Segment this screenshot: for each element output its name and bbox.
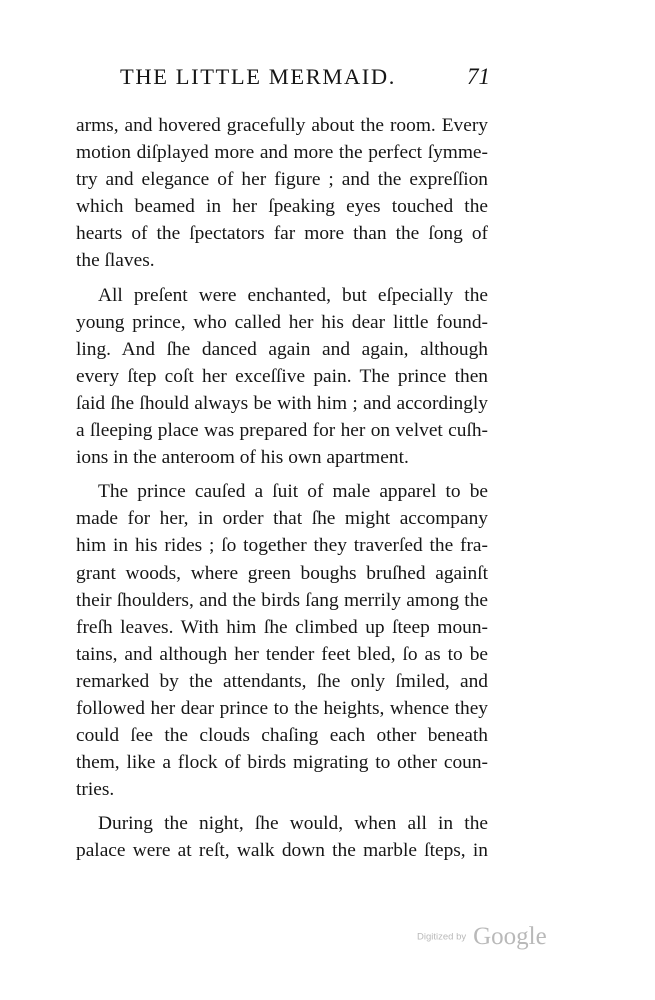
paragraph bbox=[76, 112, 488, 275]
body-text bbox=[76, 112, 488, 865]
text-line: their ſhoulders, and the birds ſang merrily among the bbox=[76, 589, 488, 611]
text-line: tries. bbox=[76, 779, 115, 801]
text-line: The prince cauſed a ſuit of male apparel to be bbox=[98, 481, 488, 503]
text-line: try and elegance of her figure ; and the expreſſion bbox=[76, 169, 488, 191]
text-line: ſaid ſhe ſhould always be with him ; and accordingly bbox=[76, 392, 488, 414]
text-line: young prince, who called her his dear little found- bbox=[76, 311, 488, 333]
text-line: hearts of the ſpectators far more than the ſong of bbox=[76, 223, 488, 245]
text-line: followed her dear prince to the heights, whence they bbox=[76, 697, 488, 719]
text-line: palace were at reſt, walk down the marble ſteps, in bbox=[76, 840, 488, 862]
text-line: freſh leaves. With him ſhe climbed up ſteep moun- bbox=[76, 616, 488, 638]
text-line: ions in the anteroom of his own apartment. bbox=[76, 447, 409, 469]
text-line: During the night, ſhe would, when all in the bbox=[98, 813, 488, 835]
text-line: could ſee the clouds chaſing each other beneath bbox=[76, 725, 488, 747]
text-line: remarked by the attendants, ſhe only ſmiled, and bbox=[76, 670, 488, 692]
paragraph-gap bbox=[76, 471, 488, 478]
google-digitized-watermark bbox=[417, 923, 547, 951]
text-line: arms, and hovered gracefully about the room. Every bbox=[76, 115, 488, 136]
paragraph-gap bbox=[76, 803, 488, 810]
paragraph bbox=[76, 810, 488, 864]
text-line: motion diſplayed more and more the perfect ſymme- bbox=[76, 142, 488, 164]
paragraph bbox=[76, 282, 488, 472]
text-line: a ſleeping place was prepared for her on velvet cuſh- bbox=[76, 420, 488, 442]
text-line: him in his rides ; ſo together they traverſed the fra- bbox=[76, 535, 488, 557]
text-line: grant woods, where green boughs bruſhed againſt bbox=[76, 562, 488, 584]
text-line: All preſent were enchanted, but eſpecially the bbox=[98, 284, 488, 306]
text-line: them, like a flock of birds migrating to other coun- bbox=[76, 752, 488, 774]
text-line: ling. And ſhe danced again and again, although bbox=[76, 338, 488, 360]
text-line: the ſlaves. bbox=[76, 250, 155, 272]
paragraph bbox=[76, 478, 488, 803]
watermark-prefix: Digitized by bbox=[417, 931, 467, 943]
paragraph-gap bbox=[76, 275, 488, 282]
page-number: 71 bbox=[467, 64, 490, 89]
text-line: tains, and although her tender feet bled, ſo as to be bbox=[76, 643, 488, 665]
chapter-title: THE LITTLE MERMAID. bbox=[120, 64, 396, 89]
text-line: made for her, in order that ſhe might accompany bbox=[76, 508, 488, 530]
running-head bbox=[120, 62, 490, 92]
text-line: every ſtep coſt her exceſſive pain. The prince then bbox=[76, 365, 488, 387]
google-logo: Google bbox=[473, 923, 547, 950]
text-line: which beamed in her ſpeaking eyes touched the bbox=[76, 196, 488, 218]
